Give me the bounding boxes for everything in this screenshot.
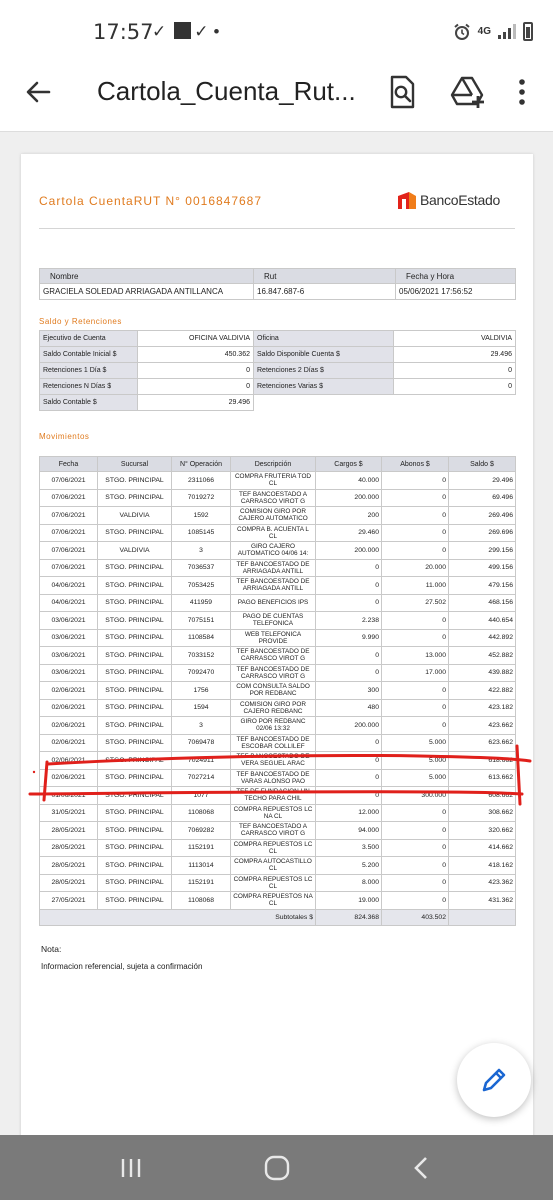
movement-description: TEF BANCOESTADO DE VARAS ALONSO PAO bbox=[231, 769, 316, 787]
table-row bbox=[40, 717, 516, 735]
movement-description: WEB TELEFONICA PROVIDE bbox=[231, 629, 316, 647]
movement-credit: 0 bbox=[382, 612, 449, 630]
movement-description: COMPRA REPUESTOS LC CL bbox=[231, 839, 316, 857]
app-bar bbox=[0, 62, 553, 132]
dot-icon: • bbox=[213, 22, 225, 41]
movement-date: 07/06/2021 bbox=[40, 524, 98, 542]
movement-operation: 3 bbox=[172, 542, 231, 560]
saldo-label: Saldo Disponible Cuenta $ bbox=[254, 347, 394, 363]
movement-charge: 0 bbox=[316, 577, 382, 595]
search-in-document-icon[interactable] bbox=[386, 74, 418, 110]
movement-balance: 442.892 bbox=[449, 629, 516, 647]
movement-branch: STGO. PRINCIPAL bbox=[98, 524, 172, 542]
movement-branch: STGO. PRINCIPAL bbox=[98, 822, 172, 840]
column-header: Sucursal bbox=[98, 457, 172, 472]
movement-date: 02/06/2021 bbox=[40, 717, 98, 735]
saldo-label: Oficina bbox=[254, 331, 394, 347]
movement-charge: 19.000 bbox=[316, 892, 382, 910]
movement-description: TEF BANCOESTADO A CARRASCO VIROT G bbox=[231, 489, 316, 507]
battery-icon bbox=[523, 22, 533, 41]
subtotals-label: Subtotales $ bbox=[40, 909, 316, 925]
table-row bbox=[40, 699, 516, 717]
movement-description: TEF DE FUNDACION UN TECHO PARA CHIL bbox=[231, 787, 316, 805]
column-header: Cargos $ bbox=[316, 457, 382, 472]
movement-operation: 7053425 bbox=[172, 577, 231, 595]
movement-credit: 0 bbox=[382, 839, 449, 857]
table-row bbox=[40, 752, 516, 770]
column-header: Fecha bbox=[40, 457, 98, 472]
movement-branch: STGO. PRINCIPAL bbox=[98, 472, 172, 490]
table-row bbox=[40, 892, 516, 910]
movement-balance: 468.156 bbox=[449, 594, 516, 612]
movement-description: COMISION GIRO POR CAJERO REDBANC bbox=[231, 699, 316, 717]
movement-operation: 3 bbox=[172, 717, 231, 735]
bank-logo-text: BancoEstado bbox=[420, 192, 500, 208]
movement-date: 07/06/2021 bbox=[40, 507, 98, 525]
subtotals-row bbox=[40, 909, 516, 925]
check-download-icon: ✓ bbox=[152, 22, 172, 41]
saldo-value: 0 bbox=[138, 363, 254, 379]
movement-charge: 3.500 bbox=[316, 839, 382, 857]
table-row bbox=[40, 822, 516, 840]
movement-charge: 200.000 bbox=[316, 717, 382, 735]
note-title: Nota: bbox=[41, 944, 62, 954]
table-row bbox=[40, 594, 516, 612]
table-row bbox=[40, 559, 516, 577]
header-label-rut: Rut bbox=[254, 269, 396, 284]
movement-date: 07/06/2021 bbox=[40, 559, 98, 577]
table-row bbox=[40, 857, 516, 875]
movement-branch: STGO. PRINCIPAL bbox=[98, 612, 172, 630]
divider bbox=[39, 228, 515, 229]
movement-balance: 423.362 bbox=[449, 874, 516, 892]
movement-balance: 269.496 bbox=[449, 507, 516, 525]
movement-charge: 5.200 bbox=[316, 857, 382, 875]
movement-branch: STGO. PRINCIPAL bbox=[98, 489, 172, 507]
movement-operation: 1085145 bbox=[172, 524, 231, 542]
movement-description: TEF BANCOESTADO DE ARRIAGADA ANTILL bbox=[231, 559, 316, 577]
movement-charge: 200.000 bbox=[316, 542, 382, 560]
header-label-fecha: Fecha y Hora bbox=[396, 269, 516, 284]
movement-description: COMPRA REPUESTOS NA CL bbox=[231, 892, 316, 910]
bank-logo bbox=[397, 190, 500, 210]
movement-credit: 0 bbox=[382, 717, 449, 735]
movement-charge: 0 bbox=[316, 594, 382, 612]
movement-balance: 422.882 bbox=[449, 682, 516, 700]
movement-charge: 9.990 bbox=[316, 629, 382, 647]
movement-charge: 0 bbox=[316, 734, 382, 752]
table-row bbox=[40, 839, 516, 857]
movement-description: TEF BANCOESTADO DE ARRIAGADA ANTILL bbox=[231, 577, 316, 595]
signal-icon bbox=[498, 24, 516, 39]
movement-date: 31/05/2021 bbox=[40, 804, 98, 822]
movement-credit: 0 bbox=[382, 629, 449, 647]
movement-charge: 0 bbox=[316, 664, 382, 682]
movement-balance: 439.882 bbox=[449, 664, 516, 682]
movement-balance: 299.156 bbox=[449, 542, 516, 560]
movement-credit: 27.502 bbox=[382, 594, 449, 612]
movement-description: COM CONSULTA SALDO POR REDBANC bbox=[231, 682, 316, 700]
movement-operation: 1756 bbox=[172, 682, 231, 700]
movement-operation: 7036537 bbox=[172, 559, 231, 577]
movement-operation: 1592 bbox=[172, 507, 231, 525]
saldo-label: Retenciones N Días $ bbox=[40, 379, 138, 395]
movement-branch: STGO. PRINCIPAL bbox=[98, 734, 172, 752]
network-type: 4G bbox=[477, 26, 491, 37]
movement-operation: 7075151 bbox=[172, 612, 231, 630]
movement-balance: 418.162 bbox=[449, 857, 516, 875]
movement-operation: 2311066 bbox=[172, 472, 231, 490]
saldo-value: OFICINA VALDIVIA bbox=[138, 331, 254, 347]
movement-charge: 0 bbox=[316, 647, 382, 665]
movement-operation: 7069478 bbox=[172, 734, 231, 752]
saldo-value: 0 bbox=[138, 379, 254, 395]
saldo-row bbox=[40, 395, 516, 411]
movement-description: TEF BANCOESTADO A CARRASCO VIROT G bbox=[231, 822, 316, 840]
empty-cell bbox=[254, 395, 394, 411]
saldo-value: 29.496 bbox=[394, 347, 516, 363]
table-row bbox=[40, 472, 516, 490]
movement-branch: STGO. PRINCIPAL bbox=[98, 682, 172, 700]
movement-credit: 0 bbox=[382, 874, 449, 892]
column-header: N° Operación bbox=[172, 457, 231, 472]
movement-balance: 613.662 bbox=[449, 769, 516, 787]
movement-description: COMISION GIRO POR CAJERO AUTOMATICO bbox=[231, 507, 316, 525]
movement-credit: 5.000 bbox=[382, 734, 449, 752]
saldo-label: Retenciones 1 Día $ bbox=[40, 363, 138, 379]
movement-balance: 423.662 bbox=[449, 717, 516, 735]
movement-date: 02/06/2021 bbox=[40, 769, 98, 787]
movement-branch: STGO. PRINCIPAL bbox=[98, 892, 172, 910]
movement-charge: 0 bbox=[316, 559, 382, 577]
movement-credit: 0 bbox=[382, 892, 449, 910]
saldo-value: 0 bbox=[394, 379, 516, 395]
movement-date: 28/05/2021 bbox=[40, 839, 98, 857]
saldo-value: 450.362 bbox=[138, 347, 254, 363]
movement-credit: 5.000 bbox=[382, 752, 449, 770]
movement-operation: 1108068 bbox=[172, 892, 231, 910]
movement-charge: 300 bbox=[316, 682, 382, 700]
document-title: Cartola_Cuenta_Rut... bbox=[97, 76, 356, 106]
movement-description: COMPRA REPUESTOS LC CL bbox=[231, 874, 316, 892]
movement-branch: STGO. PRINCIPAL bbox=[98, 839, 172, 857]
movement-charge: 200 bbox=[316, 507, 382, 525]
movement-branch: VALDIVIA bbox=[98, 507, 172, 525]
edit-fab[interactable] bbox=[457, 1043, 531, 1117]
saldo-value: VALDIVIA bbox=[394, 331, 516, 347]
movement-description: COMPRA FRUTERIA TOD CL bbox=[231, 472, 316, 490]
movement-charge: 480 bbox=[316, 699, 382, 717]
movement-branch: STGO. PRINCIPAL bbox=[98, 769, 172, 787]
table-row bbox=[40, 769, 516, 787]
movement-date: 03/06/2021 bbox=[40, 629, 98, 647]
movement-credit: 0 bbox=[382, 682, 449, 700]
system-icons bbox=[453, 22, 533, 41]
movement-operation: 1152191 bbox=[172, 839, 231, 857]
movement-balance: 440.654 bbox=[449, 612, 516, 630]
movement-balance: 618.662 bbox=[449, 752, 516, 770]
movement-operation: 7027214 bbox=[172, 769, 231, 787]
movement-branch: STGO. PRINCIPAL bbox=[98, 717, 172, 735]
movement-branch: STGO. PRINCIPAL bbox=[98, 699, 172, 717]
movement-balance: 423.182 bbox=[449, 699, 516, 717]
movement-date: 27/05/2021 bbox=[40, 892, 98, 910]
movement-date: 07/06/2021 bbox=[40, 489, 98, 507]
movement-branch: VALDIVIA bbox=[98, 542, 172, 560]
movement-charge: 12.000 bbox=[316, 804, 382, 822]
pdf-page bbox=[21, 154, 533, 1135]
movement-credit: 0 bbox=[382, 542, 449, 560]
movement-operation: 7033152 bbox=[172, 647, 231, 665]
saldo-value: 0 bbox=[394, 363, 516, 379]
table-row bbox=[40, 787, 516, 805]
saldo-row bbox=[40, 331, 516, 347]
movement-credit: 300.000 bbox=[382, 787, 449, 805]
saldo-label: Retenciones Varias $ bbox=[254, 379, 394, 395]
movement-description: COMPRA AUTOCASTILLO CL bbox=[231, 857, 316, 875]
movement-credit: 0 bbox=[382, 699, 449, 717]
bank-logo-icon bbox=[397, 190, 417, 210]
movement-credit: 0 bbox=[382, 489, 449, 507]
section-title-movimientos: Movimientos bbox=[39, 432, 90, 441]
movement-branch: STGO. PRINCIPAL bbox=[98, 804, 172, 822]
table-row bbox=[40, 874, 516, 892]
movement-operation: 7069282 bbox=[172, 822, 231, 840]
status-time: 17:57 bbox=[93, 20, 154, 44]
saldo-row bbox=[40, 347, 516, 363]
movement-charge: 8.000 bbox=[316, 874, 382, 892]
account-header-table bbox=[39, 268, 516, 300]
movement-date: 07/06/2021 bbox=[40, 542, 98, 560]
movement-credit: 17.000 bbox=[382, 664, 449, 682]
movement-balance: 269.696 bbox=[449, 524, 516, 542]
empty-cell bbox=[394, 395, 516, 411]
back-arrow-icon[interactable] bbox=[22, 76, 54, 108]
movement-date: 28/05/2021 bbox=[40, 822, 98, 840]
movement-date: 07/06/2021 bbox=[40, 472, 98, 490]
movement-charge: 0 bbox=[316, 787, 382, 805]
movement-date: 03/06/2021 bbox=[40, 612, 98, 630]
movement-description: TEF BANCOESTADO DE CARRASCO VIROT G bbox=[231, 664, 316, 682]
statement-title: Cartola CuentaRUT N° 0016847687 bbox=[39, 194, 263, 208]
movement-description: TEF BANCOESTADO DE CARRASCO VIROT G bbox=[231, 647, 316, 665]
table-row bbox=[40, 647, 516, 665]
report-datetime: 05/06/2021 17:56:52 bbox=[396, 284, 516, 300]
movement-description: PAGO DE CUENTAS TELEFONICA bbox=[231, 612, 316, 630]
subtotal-charges: 824.368 bbox=[316, 909, 382, 925]
movement-branch: STGO. PRINCIPAL bbox=[98, 577, 172, 595]
movement-balance: 320.662 bbox=[449, 822, 516, 840]
saldo-label: Ejecutivo de Cuenta bbox=[40, 331, 138, 347]
section-title-saldo: Saldo y Retenciones bbox=[39, 317, 122, 326]
subtotal-credits: 403.502 bbox=[382, 909, 449, 925]
movement-operation: 1108068 bbox=[172, 804, 231, 822]
table-row bbox=[40, 524, 516, 542]
movement-balance: 308.662 bbox=[449, 804, 516, 822]
movement-balance: 499.156 bbox=[449, 559, 516, 577]
movement-description: TEF BANCOESTADO DE ESCOBAR COLLILEF bbox=[231, 734, 316, 752]
movement-date: 02/06/2021 bbox=[40, 682, 98, 700]
movement-branch: STGO. PRINCIPAL bbox=[98, 874, 172, 892]
movement-description: GIRO CAJERO AUTOMATICO 04/06 14: bbox=[231, 542, 316, 560]
table-row bbox=[40, 507, 516, 525]
movement-description: COMPRA REPUESTOS LC NA CL bbox=[231, 804, 316, 822]
movement-description: GIRO POR REDBANC 02/06 13:32 bbox=[231, 717, 316, 735]
alarm-icon bbox=[453, 23, 471, 41]
movement-branch: STGO. PRINCIPAL bbox=[98, 752, 172, 770]
table-row bbox=[40, 612, 516, 630]
saldo-row bbox=[40, 363, 516, 379]
saldo-label: Saldo Contable $ bbox=[40, 395, 138, 411]
column-header: Descripción bbox=[231, 457, 316, 472]
table-row bbox=[40, 577, 516, 595]
movement-credit: 11.000 bbox=[382, 577, 449, 595]
movement-operation: 1152191 bbox=[172, 874, 231, 892]
movement-credit: 0 bbox=[382, 857, 449, 875]
movement-credit: 0 bbox=[382, 804, 449, 822]
movement-description: PAGO BENEFICIOS IPS bbox=[231, 594, 316, 612]
movement-date: 04/06/2021 bbox=[40, 594, 98, 612]
movement-operation: 1113014 bbox=[172, 857, 231, 875]
notification-icons bbox=[152, 22, 224, 42]
header-label-nombre: Nombre bbox=[40, 269, 254, 284]
status-bar bbox=[0, 0, 553, 62]
movement-charge: 0 bbox=[316, 769, 382, 787]
saldo-table bbox=[39, 330, 516, 411]
table-row bbox=[40, 734, 516, 752]
movement-credit: 0 bbox=[382, 472, 449, 490]
table-row bbox=[40, 542, 516, 560]
movement-branch: STGO. PRINCIPAL bbox=[98, 647, 172, 665]
movement-credit: 5.000 bbox=[382, 769, 449, 787]
saldo-label: Saldo Contable Inicial $ bbox=[40, 347, 138, 363]
table-row bbox=[40, 664, 516, 682]
movement-branch: STGO. PRINCIPAL bbox=[98, 787, 172, 805]
movement-date: 03/06/2021 bbox=[40, 664, 98, 682]
movement-date: 03/06/2021 bbox=[40, 647, 98, 665]
movements-header-row bbox=[40, 457, 516, 472]
add-to-drive-icon[interactable] bbox=[450, 74, 486, 110]
movement-branch: STGO. PRINCIPAL bbox=[98, 857, 172, 875]
movement-operation: 7019272 bbox=[172, 489, 231, 507]
movement-charge: 94.000 bbox=[316, 822, 382, 840]
movement-date: 28/05/2021 bbox=[40, 857, 98, 875]
movement-description: TEF BANCOESTADO DE VERA SEGUEL ARAC bbox=[231, 752, 316, 770]
recent-apps-icon[interactable] bbox=[118, 1155, 144, 1181]
edit-pencil-icon bbox=[480, 1066, 508, 1094]
movement-branch: STGO. PRINCIPAL bbox=[98, 594, 172, 612]
movement-balance: 29.496 bbox=[449, 472, 516, 490]
movement-operation: 411959 bbox=[172, 594, 231, 612]
table-row bbox=[40, 682, 516, 700]
saldo-label: Retenciones 2 Días $ bbox=[254, 363, 394, 379]
movement-charge: 0 bbox=[316, 752, 382, 770]
movement-charge: 40.000 bbox=[316, 472, 382, 490]
home-icon[interactable] bbox=[263, 1155, 291, 1181]
table-row bbox=[40, 629, 516, 647]
account-rut: 16.847.687-6 bbox=[254, 284, 396, 300]
movement-credit: 20.000 bbox=[382, 559, 449, 577]
movement-balance: 479.156 bbox=[449, 577, 516, 595]
movement-charge: 29.460 bbox=[316, 524, 382, 542]
movement-operation: 1594 bbox=[172, 699, 231, 717]
movement-charge: 2.238 bbox=[316, 612, 382, 630]
movement-balance: 623.662 bbox=[449, 734, 516, 752]
movement-date: 02/06/2021 bbox=[40, 752, 98, 770]
movement-date: 01/06/2021 bbox=[40, 787, 98, 805]
movement-date: 28/05/2021 bbox=[40, 874, 98, 892]
movement-branch: STGO. PRINCIPAL bbox=[98, 664, 172, 682]
movement-date: 02/06/2021 bbox=[40, 699, 98, 717]
column-header: Abonos $ bbox=[382, 457, 449, 472]
movement-operation: 1108584 bbox=[172, 629, 231, 647]
movement-description: COMPRA B. ACUENTA L CL bbox=[231, 524, 316, 542]
movement-balance: 431.362 bbox=[449, 892, 516, 910]
movement-credit: 13.000 bbox=[382, 647, 449, 665]
movement-credit: 0 bbox=[382, 507, 449, 525]
table-row bbox=[40, 804, 516, 822]
document-viewer[interactable] bbox=[0, 132, 553, 1135]
movement-operation: 1077 bbox=[172, 787, 231, 805]
movement-date: 04/06/2021 bbox=[40, 577, 98, 595]
movements-table bbox=[39, 456, 516, 926]
saldo-row bbox=[40, 379, 516, 395]
movement-branch: STGO. PRINCIPAL bbox=[98, 629, 172, 647]
table-row bbox=[40, 489, 516, 507]
movement-balance: 608.662 bbox=[449, 787, 516, 805]
movement-operation: 7024911 bbox=[172, 752, 231, 770]
more-options-icon[interactable] bbox=[512, 74, 532, 110]
movement-credit: 0 bbox=[382, 524, 449, 542]
app-notification-icon bbox=[174, 22, 191, 39]
movement-balance: 69.496 bbox=[449, 489, 516, 507]
column-header: Saldo $ bbox=[449, 457, 516, 472]
movement-balance: 414.662 bbox=[449, 839, 516, 857]
back-nav-icon[interactable] bbox=[410, 1155, 432, 1181]
check-download-icon: ✓ bbox=[194, 22, 214, 41]
system-navigation-bar bbox=[0, 1135, 553, 1200]
empty-cell bbox=[449, 909, 516, 925]
account-name: GRACIELA SOLEDAD ARRIAGADA ANTILLANCA bbox=[40, 284, 254, 300]
movement-charge: 200.000 bbox=[316, 489, 382, 507]
movement-balance: 452.882 bbox=[449, 647, 516, 665]
movement-credit: 0 bbox=[382, 822, 449, 840]
movement-date: 02/06/2021 bbox=[40, 734, 98, 752]
movement-operation: 7092470 bbox=[172, 664, 231, 682]
movement-branch: STGO. PRINCIPAL bbox=[98, 559, 172, 577]
note-text: Informacion referencial, sujeta a confirmación bbox=[41, 962, 203, 971]
saldo-value: 29.496 bbox=[138, 395, 254, 411]
